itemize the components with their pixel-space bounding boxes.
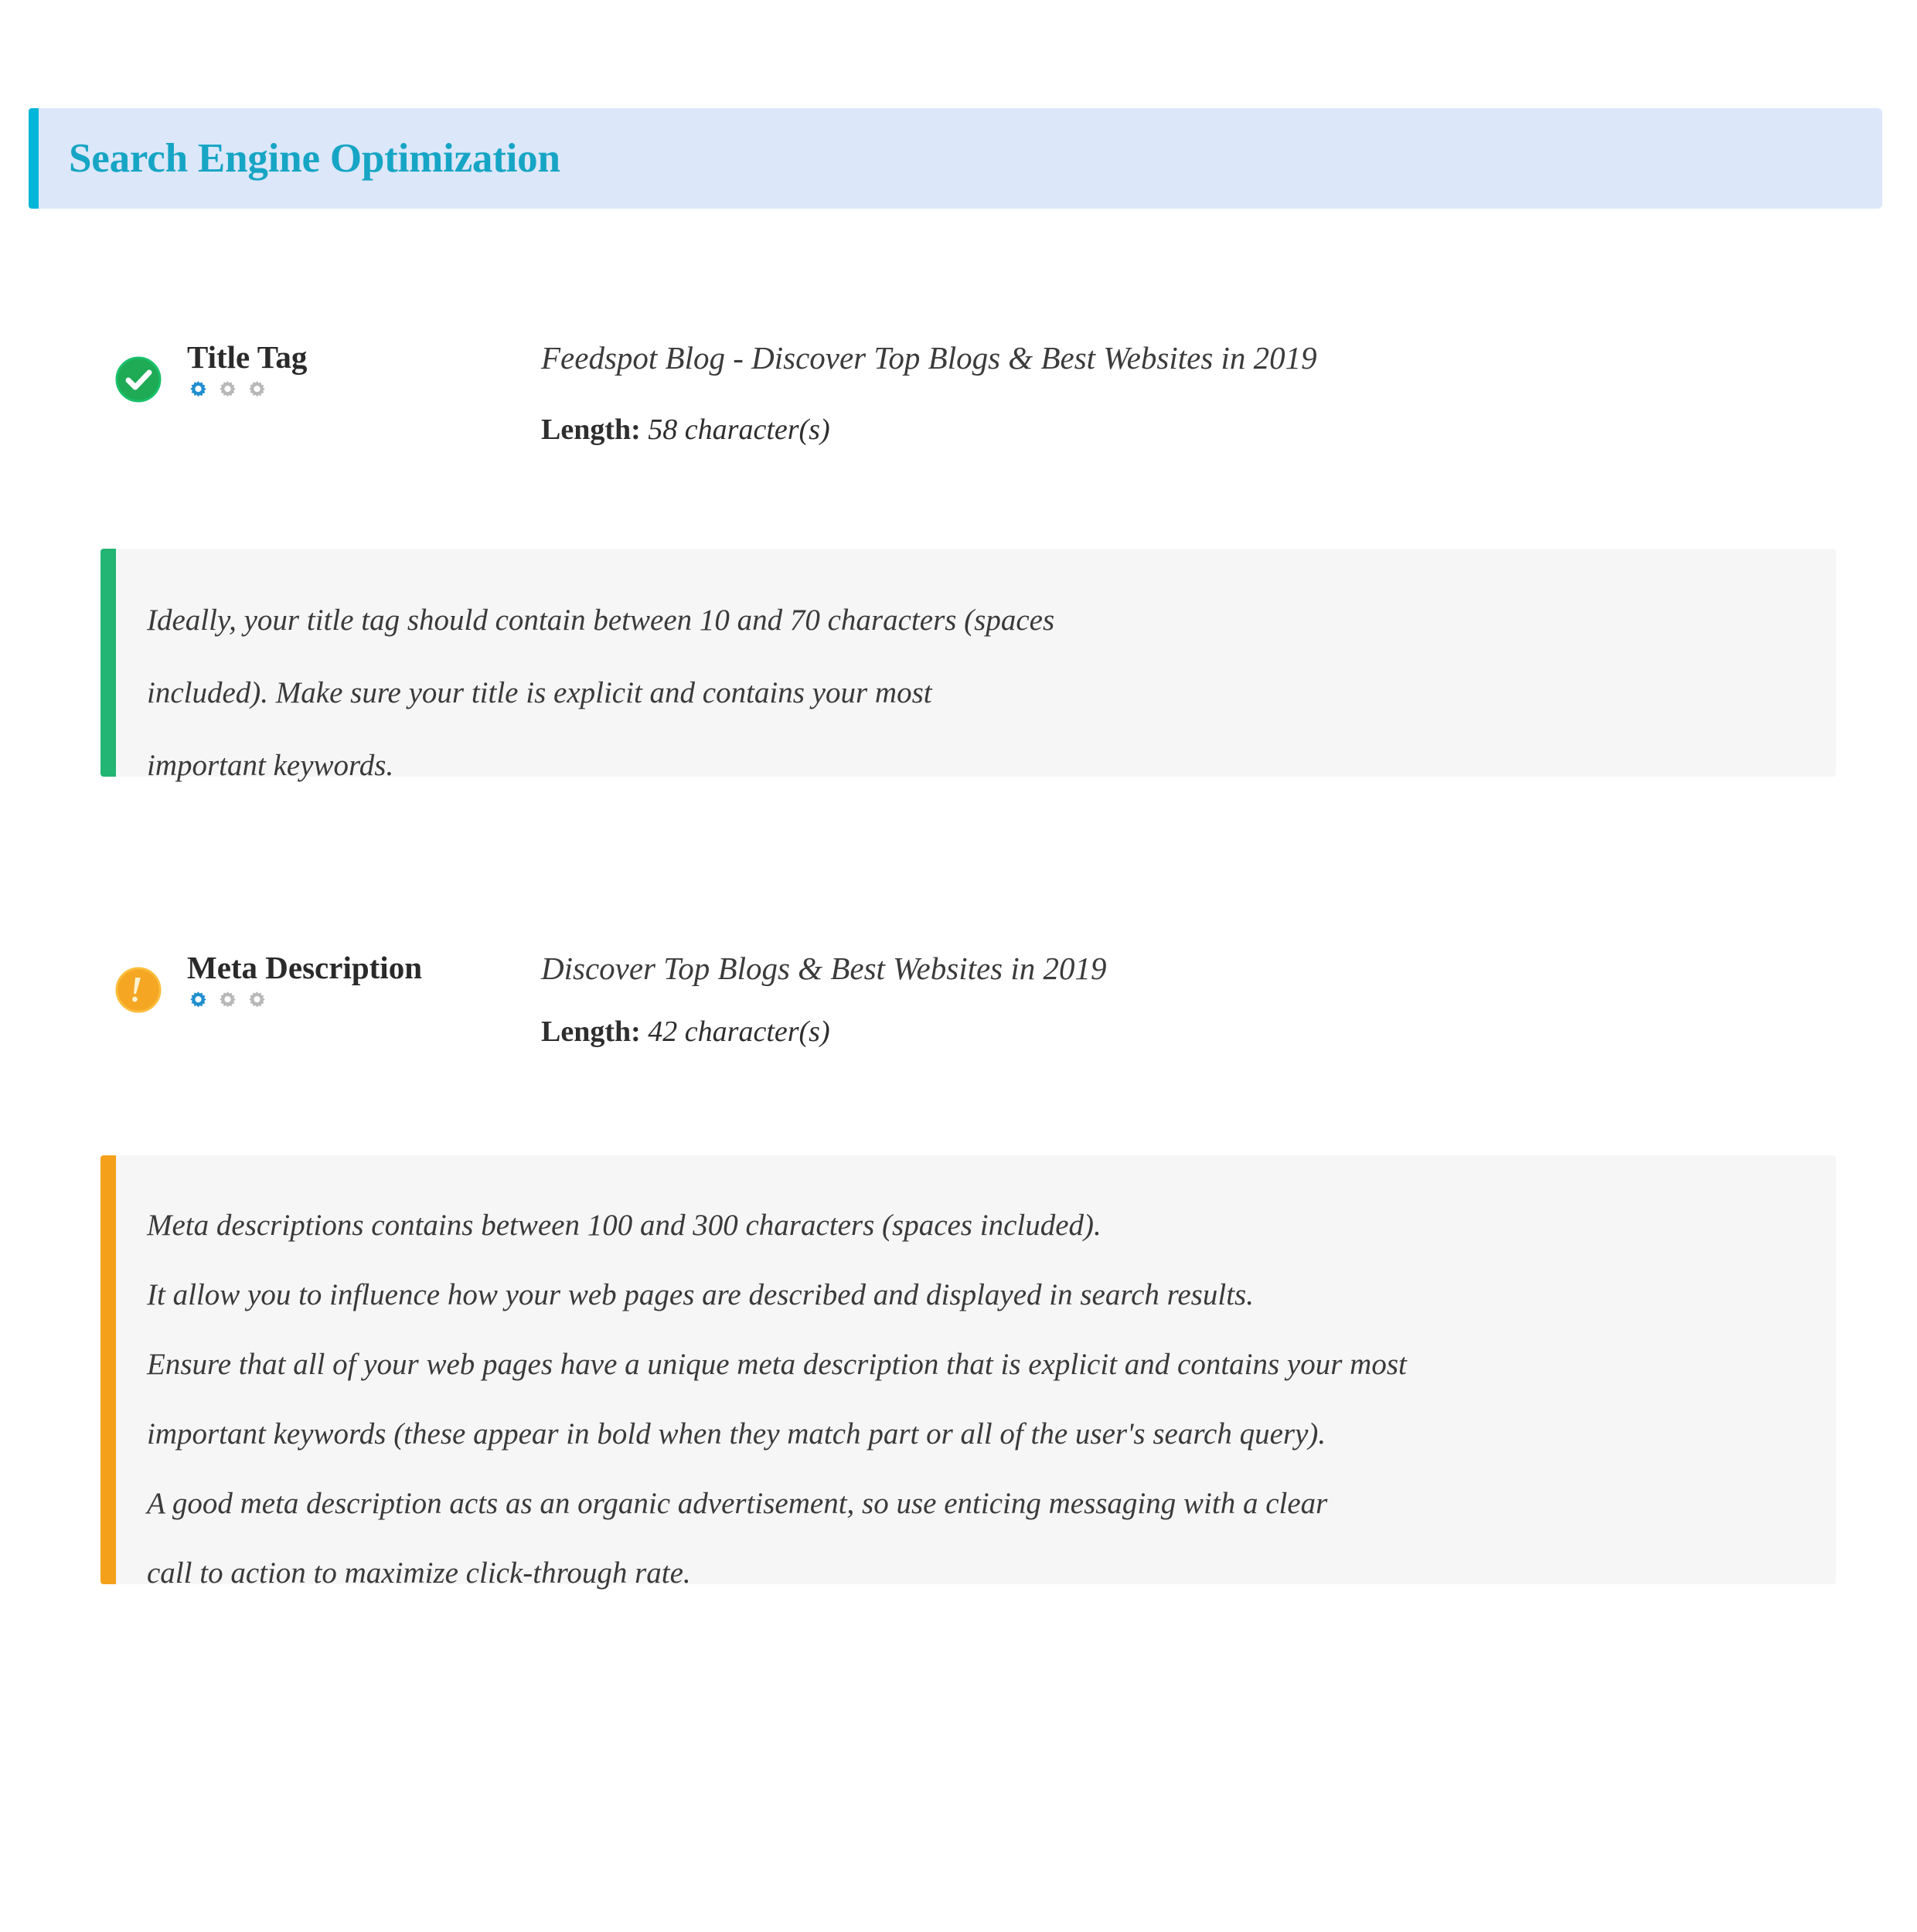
tip-line: call to action to maximize click-through rate. [147,1556,691,1590]
section-label-title-tag: Title Tag [187,339,308,375]
tip-line: Ideally, your title tag should contain between 10 and 70 characters (spaces [147,604,1055,637]
warning-circle-icon [113,964,164,1015]
gear-icon-2[interactable] [216,378,239,400]
gear-icon-1[interactable] [187,378,209,400]
header-accent-bar [29,108,39,209]
gear-icon-3[interactable] [246,378,268,400]
length-value: 42 character(s) [648,1015,830,1049]
section-header-meta-description [0,951,1917,1051]
page-title: Search Engine Optimization [69,135,560,181]
length-label: Length: [541,1015,649,1049]
title-tag-value-block [541,340,1855,447]
gear-rating-title-tag [187,378,512,400]
tip-line: included). Make sure your title is explicit and contains your most [147,676,932,709]
tip-line: important keywords (these appear in bold when they match part or all of the user's search query). [147,1417,1326,1451]
title-tag-length-line [541,413,1855,447]
tip-line: important keywords. [147,749,394,782]
tip-line: Meta descriptions contains between 100 and 300 characters (spaces included). [147,1209,1102,1242]
gear-icon-2[interactable] [216,988,239,1011]
section-meta-description [0,951,1917,1051]
tip-line: Ensure that all of your web pages have a unique meta description that is explicit and contains your most [147,1348,1407,1381]
length-label: Length: [541,413,649,447]
meta-description-length-line [541,1015,1855,1049]
title-tag-value: Feedspot Blog - Discover Top Blogs & Best Websites in 2019 [541,340,1317,376]
gear-icon-1[interactable] [187,988,209,1011]
section-label-meta-description: Meta Description [187,950,422,985]
meta-description-value-block [541,951,1855,1049]
title-tag-label-block [187,340,512,400]
meta-description-label-block [187,951,512,1011]
tip-box-meta-description [100,1155,1836,1590]
section-header-title-tag [0,339,1917,447]
seo-header-banner [29,108,1882,209]
meta-description-value: Discover Top Blogs & Best Websites in 2019 [541,951,1107,986]
gear-icon-3[interactable] [246,988,268,1011]
tip-line: It allow you to influence how your web pages are described and displayed in search results. [147,1278,1254,1311]
section-title-tag [0,339,1917,447]
tip-line: A good meta description acts as an organic advertisement, so use enticing messaging with a clear [147,1487,1328,1520]
length-value: 58 character(s) [648,413,830,447]
tip-box-title-tag [100,549,1836,782]
check-circle-icon [113,354,164,405]
gear-rating-meta-description [187,988,512,1011]
